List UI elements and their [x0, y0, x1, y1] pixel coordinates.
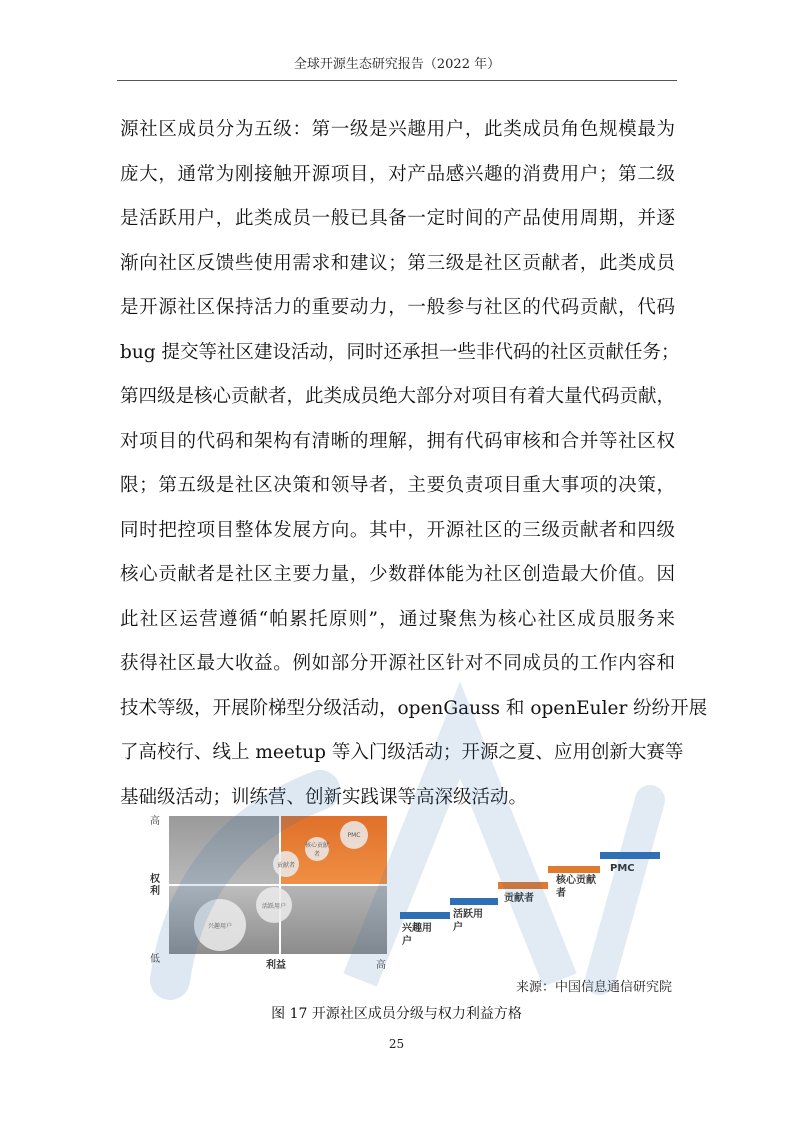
quadrant-bottom-right	[280, 885, 388, 955]
paragraph-line: 核心贡献者是社区主要力量，少数群体能为社区创造最大价值。因	[120, 564, 675, 585]
paragraph-line: 庞大，通常为刚接触开源项目，对产品感兴趣的消费用户；第二级	[120, 163, 675, 185]
bubble-pmc: PMC	[340, 821, 368, 849]
figure-source: 来源：中国信息通信研究院	[515, 980, 672, 995]
paragraph-line: bug 提交等社区建设活动，同时还承担一些非代码的社区贡献任务；	[120, 341, 680, 363]
step-bar-5	[600, 852, 660, 859]
bubble-interest-user: 兴趣用户	[194, 899, 246, 951]
bubble-core-contributor: 核心贡献者	[305, 837, 329, 861]
figure-caption: 图 17 开源社区成员分级与权力利益方格	[271, 1006, 522, 1022]
power-interest-matrix	[168, 815, 388, 955]
y-axis-label: 权利	[150, 874, 160, 897]
paragraph-line: 限；第五级是社区决策和领导者，主要负责项目重大事项的决策，	[120, 475, 675, 496]
y-axis-high-label: 高	[150, 816, 160, 827]
paragraph-line: 是开源社区保持活力的重要动力，一般参与社区的代码贡献，代码	[120, 297, 675, 318]
paragraph-line: 是活跃用户，此类成员一般已具备一定时间的产品使用周期，并逐	[120, 208, 675, 229]
paragraph-line: 技术等级，开展阶梯型分级活动，openGauss 和 openEuler 纷纷开展	[120, 697, 708, 719]
member-tier-figure	[148, 808, 668, 971]
step-label-core-contributor: 核心贡献者	[556, 875, 596, 899]
step-bar-4	[548, 866, 600, 873]
step-label-contributor: 贡献者	[504, 893, 534, 904]
bubble-active-user: 活跃用户	[256, 887, 292, 923]
paragraph-line: 了高校行、线上 meetup 等入门级活动；开源之夏、应用创新大赛等	[120, 742, 684, 763]
x-axis-high-label: 高	[376, 960, 386, 971]
step-label-pmc: PMC	[610, 863, 635, 874]
body-paragraph	[120, 115, 708, 827]
quadrant-top-right	[280, 815, 388, 885]
paragraph-line: 此社区运营遵循“帕累托原则”，通过聚焦为核心社区成员服务来	[120, 608, 675, 630]
step-label-interest-user: 兴趣用户	[402, 923, 432, 947]
bubble-contributor: 贡献者	[273, 851, 299, 877]
step-bar-1	[400, 912, 450, 919]
page-number: 25	[388, 1037, 405, 1051]
step-bar-3	[498, 882, 548, 889]
paragraph-line: 同时把控项目整体发展方向。其中，开源社区的三级贡献者和四级	[120, 519, 675, 541]
paragraph-line: 基础级活动；训练营、创新实践课等高深级活动。	[120, 786, 528, 808]
paragraph-line: 第四级是核心贡献者，此类成员绝大部分对项目有着大量代码贡献，	[120, 386, 676, 407]
quadrant-top-left	[168, 815, 280, 885]
paragraph-line: 获得社区最大收益。例如部分开源社区针对不同成员的工作内容和	[120, 653, 675, 674]
y-axis-low-label: 低	[150, 954, 160, 965]
x-axis-label: 利益	[266, 960, 286, 971]
running-header: 全球开源生态研究报告（2022 年）	[293, 57, 501, 72]
paragraph-line: 源社区成员分为五级：第一级是兴趣用户，此类成员角色规模最为	[120, 119, 675, 140]
paragraph-line: 对项目的代码和架构有清晰的理解，拥有代码审核和合并等社区权	[120, 430, 675, 452]
step-bar-2	[450, 898, 498, 905]
step-label-active-user: 活跃用户	[453, 909, 483, 933]
header-divider	[117, 80, 677, 81]
paragraph-line: 渐向社区反馈些使用需求和建议；第三级是社区贡献者，此类成员	[120, 252, 675, 274]
